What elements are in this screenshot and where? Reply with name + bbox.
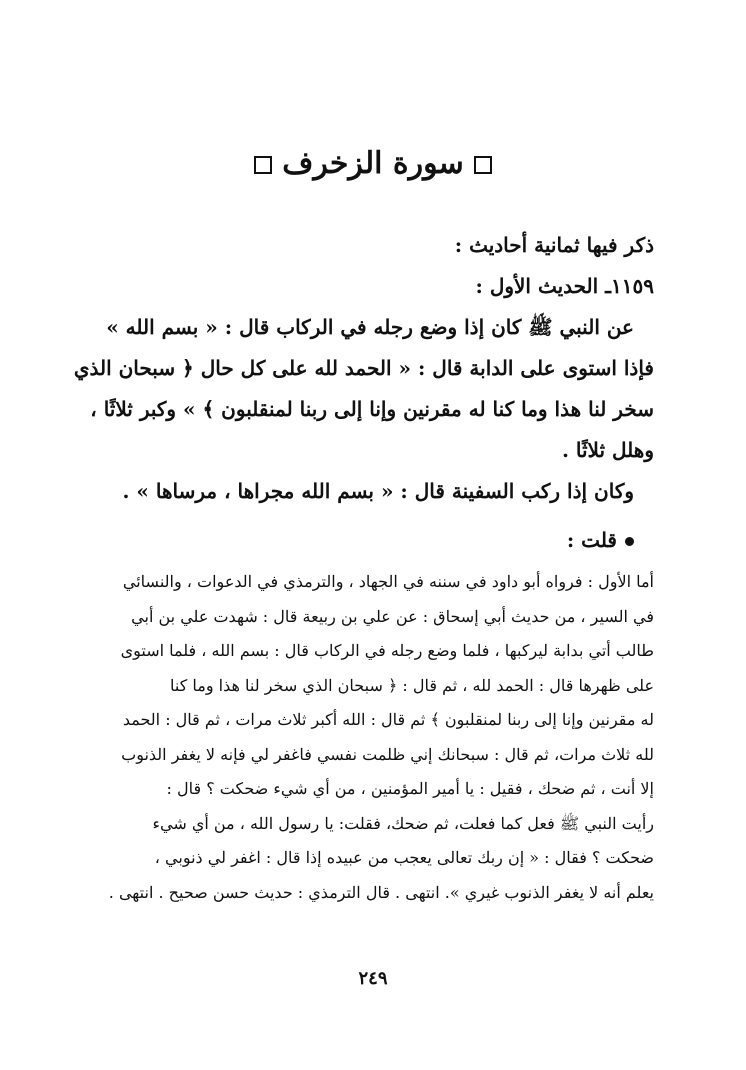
commentary-line: له مقرنين وإنا إلى ربنا لمنقلبون ﴾ ثم قال : الله أكبر ثلاث مرات ، ثم قال : الحمد — [122, 710, 654, 729]
commentary-line: رأيت النبي ﷺ فعل كما فعلت، ثم ضحك، فقلت: يا رسول الله ، من أي شيء — [152, 813, 654, 833]
title-box-left-icon — [254, 156, 272, 174]
title-box-right-icon — [474, 156, 492, 174]
bullet-icon — [625, 537, 634, 546]
hadith-text-line: فإذا استوى على الدابة قال : « الحمد لله على كل حال ﴿ سبحان الذي — [74, 356, 654, 380]
hadith-text-line: عن النبي ﷺ كان إذا وضع رجله في الركاب قال : « بسم الله » — [106, 315, 634, 339]
commentary-line: في السير ، من حديث أبي إسحاق : عن علي بن ربيعة قال : شهدت علي بن أبي — [131, 606, 654, 626]
commentary-line: على ظهرها قال : الحمد لله ، ثم قال : ﴿ سبحان الذي سخر لنا هذا وما كنا — [170, 675, 654, 695]
commentary-section — [74, 565, 654, 910]
commentary-line: إلا أنت ، ثم ضحك ، فقيل : يا أمير المؤمنين ، من أي شيء ضحكت ؟ قال : — [166, 779, 654, 798]
surah-title-text: سورة الزخرف — [282, 146, 464, 181]
commentary-line: ضحكت ؟ فقال : « إن ربك تعالى يعجب من عبيده إذا قال : اغفر لي ذنوبي ، — [154, 848, 654, 867]
hadith-section — [74, 225, 654, 512]
hadith-text-line: سخر لنا هذا وما كنا له مقرنين وإنا إلى ربنا لمنقلبون ﴾ » وكبر ثلاثًا ، — [90, 397, 654, 421]
hadith-text-line: وهلل ثلاثًا . — [561, 438, 654, 462]
surah-title — [0, 140, 746, 188]
commentary-line: أما الأول : فرواه أبو داود في سننه في الجهاد ، والترمذي في الدعوات ، والنسائي — [122, 572, 654, 591]
page-number: ٢٤٩ — [358, 968, 388, 989]
commentary-line: يعلم أنه لا يغفر الذنوب غيري ». انتهى . قال الترمذي : حديث حسن صحيح . انتهى . — [108, 882, 654, 902]
commentary-line: طالب أتي بدابة ليركبها ، فلما وضع رجله في الركاب قال : بسم الله ، فلما استوى — [120, 641, 654, 660]
qult-label: قلت : — [566, 528, 617, 552]
intro-line: ذكر فيها ثمانية أحاديث : — [454, 233, 654, 257]
hadith-heading: ١١٥٩ـ الحديث الأول : — [475, 274, 654, 298]
commentary-line: لله ثلاث مرات، ثم قال : سبحانك إني ظلمت نفسي فاغفر لي فإنه لا يغفر الذنوب — [121, 744, 654, 764]
qult-heading — [74, 520, 654, 561]
hadith-text-line: وكان إذا ركب السفينة قال : « بسم الله مجراها ، مرساها » . — [122, 479, 634, 503]
